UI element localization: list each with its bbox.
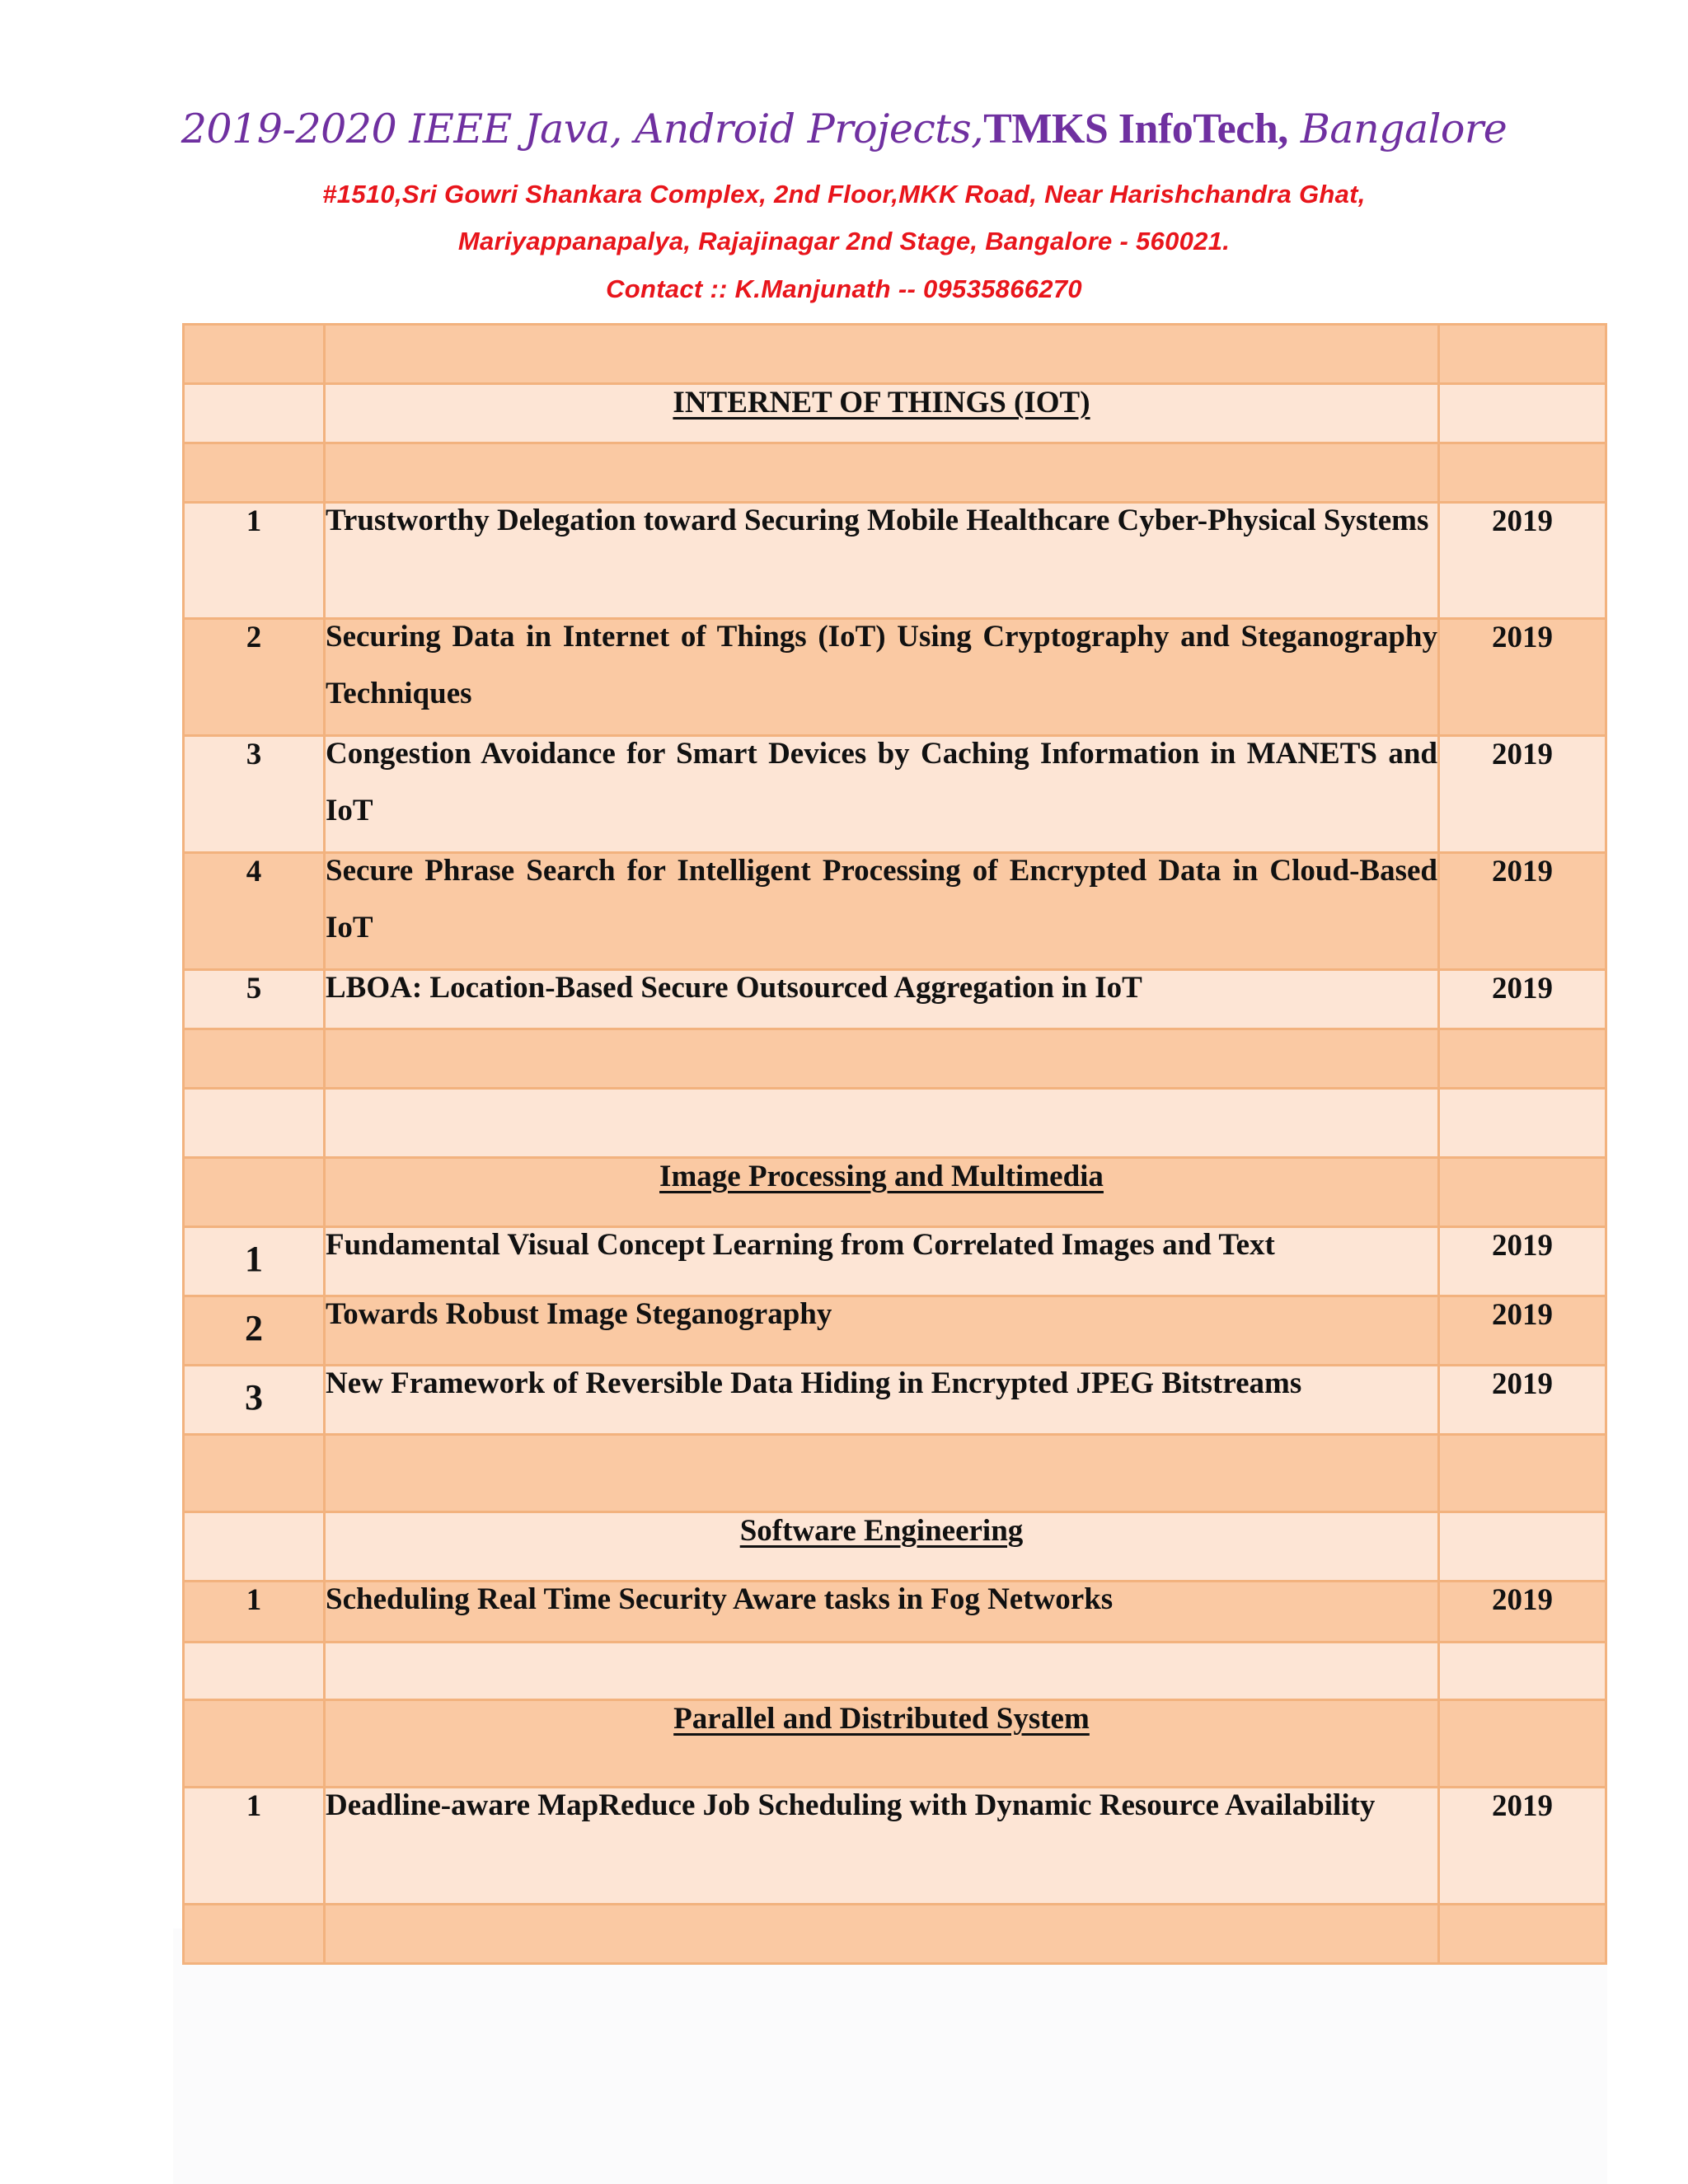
row-number: 2 xyxy=(184,619,325,736)
projects-table xyxy=(182,323,1607,1965)
table-row xyxy=(184,1582,1606,1643)
table-row xyxy=(184,736,1606,853)
project-title: Secure Phrase Search for Intelligent Processing of Encrypted Data in Cloud-Based IoT xyxy=(325,853,1439,970)
table-row-spacer xyxy=(184,1643,1606,1700)
project-year: 2019 xyxy=(1439,853,1606,970)
table-row-spacer xyxy=(184,1029,1606,1089)
project-title: New Framework of Reversible Data Hiding in Encrypted JPEG Bitstreams xyxy=(325,1366,1439,1435)
table-row xyxy=(184,1366,1606,1435)
section-header-row xyxy=(184,384,1606,443)
table-row xyxy=(184,619,1606,736)
section-heading-parallel-distributed: Parallel and Distributed System xyxy=(325,1700,1439,1788)
project-title: Trustworthy Delegation toward Securing Mobile Healthcare Cyber-Physical Systems xyxy=(325,503,1439,619)
section-header-row xyxy=(184,1700,1606,1788)
project-year: 2019 xyxy=(1439,503,1606,619)
company-name: TMKS InfoTech, xyxy=(983,105,1288,152)
row-number: 1 xyxy=(184,1227,325,1296)
page-background xyxy=(173,1929,1607,2184)
table-row xyxy=(184,853,1606,970)
project-year: 2019 xyxy=(1439,1296,1606,1366)
row-number: 1 xyxy=(184,1788,325,1905)
project-title: Fundamental Visual Concept Learning from Correlated Images and Text xyxy=(325,1227,1439,1296)
project-year: 2019 xyxy=(1439,1582,1606,1643)
table-row-spacer xyxy=(184,1435,1606,1512)
title-left: 2019-2020 IEEE Java, Android Projects, xyxy=(181,105,984,152)
row-number: 3 xyxy=(184,736,325,853)
table-row-spacer xyxy=(184,325,1606,384)
table-row xyxy=(184,970,1606,1029)
project-title: Scheduling Real Time Security Aware tasks in Fog Networks xyxy=(325,1582,1439,1643)
section-heading-iot: INTERNET OF THINGS (IOT) xyxy=(325,384,1439,443)
section-heading-image-processing: Image Processing and Multimedia xyxy=(325,1158,1439,1227)
table-row xyxy=(184,1788,1606,1905)
project-year: 2019 xyxy=(1439,1366,1606,1435)
table-row xyxy=(184,503,1606,619)
row-number: 1 xyxy=(184,503,325,619)
table-row-spacer xyxy=(184,1905,1606,1964)
page-title xyxy=(0,101,1688,158)
contact-line: Contact :: K.Manjunath -- 09535866270 xyxy=(606,274,1082,303)
project-title: LBOA: Location-Based Secure Outsourced Aggregation in IoT xyxy=(325,970,1439,1029)
address-line-2: Mariyappanapalya, Rajajinagar 2nd Stage, Bangalore - 560021. xyxy=(457,227,1231,255)
project-title: Deadline-aware MapReduce Job Scheduling with Dynamic Resource Availability xyxy=(325,1788,1439,1905)
row-number: 5 xyxy=(184,970,325,1029)
row-number: 1 xyxy=(184,1582,325,1643)
project-title: Securing Data in Internet of Things (IoT) Using Cryptography and Steganography Techniques xyxy=(325,619,1439,736)
project-title: Towards Robust Image Steganography xyxy=(325,1296,1439,1366)
table-row-spacer xyxy=(184,1089,1606,1158)
row-number: 4 xyxy=(184,853,325,970)
project-year: 2019 xyxy=(1439,970,1606,1029)
project-year: 2019 xyxy=(1439,619,1606,736)
section-heading-software-engineering: Software Engineering xyxy=(325,1512,1439,1582)
project-year: 2019 xyxy=(1439,1227,1606,1296)
row-number: 2 xyxy=(184,1296,325,1366)
project-year: 2019 xyxy=(1439,736,1606,853)
address-line-1: #1510,Sri Gowri Shankara Complex, 2nd Floor,MKK Road, Near Harishchandra Ghat, xyxy=(322,180,1366,209)
row-number: 3 xyxy=(184,1366,325,1435)
project-title: Congestion Avoidance for Smart Devices by Caching Information in MANETS and IoT xyxy=(325,736,1439,853)
title-city: Bangalore xyxy=(1300,105,1507,152)
project-year: 2019 xyxy=(1439,1788,1606,1905)
